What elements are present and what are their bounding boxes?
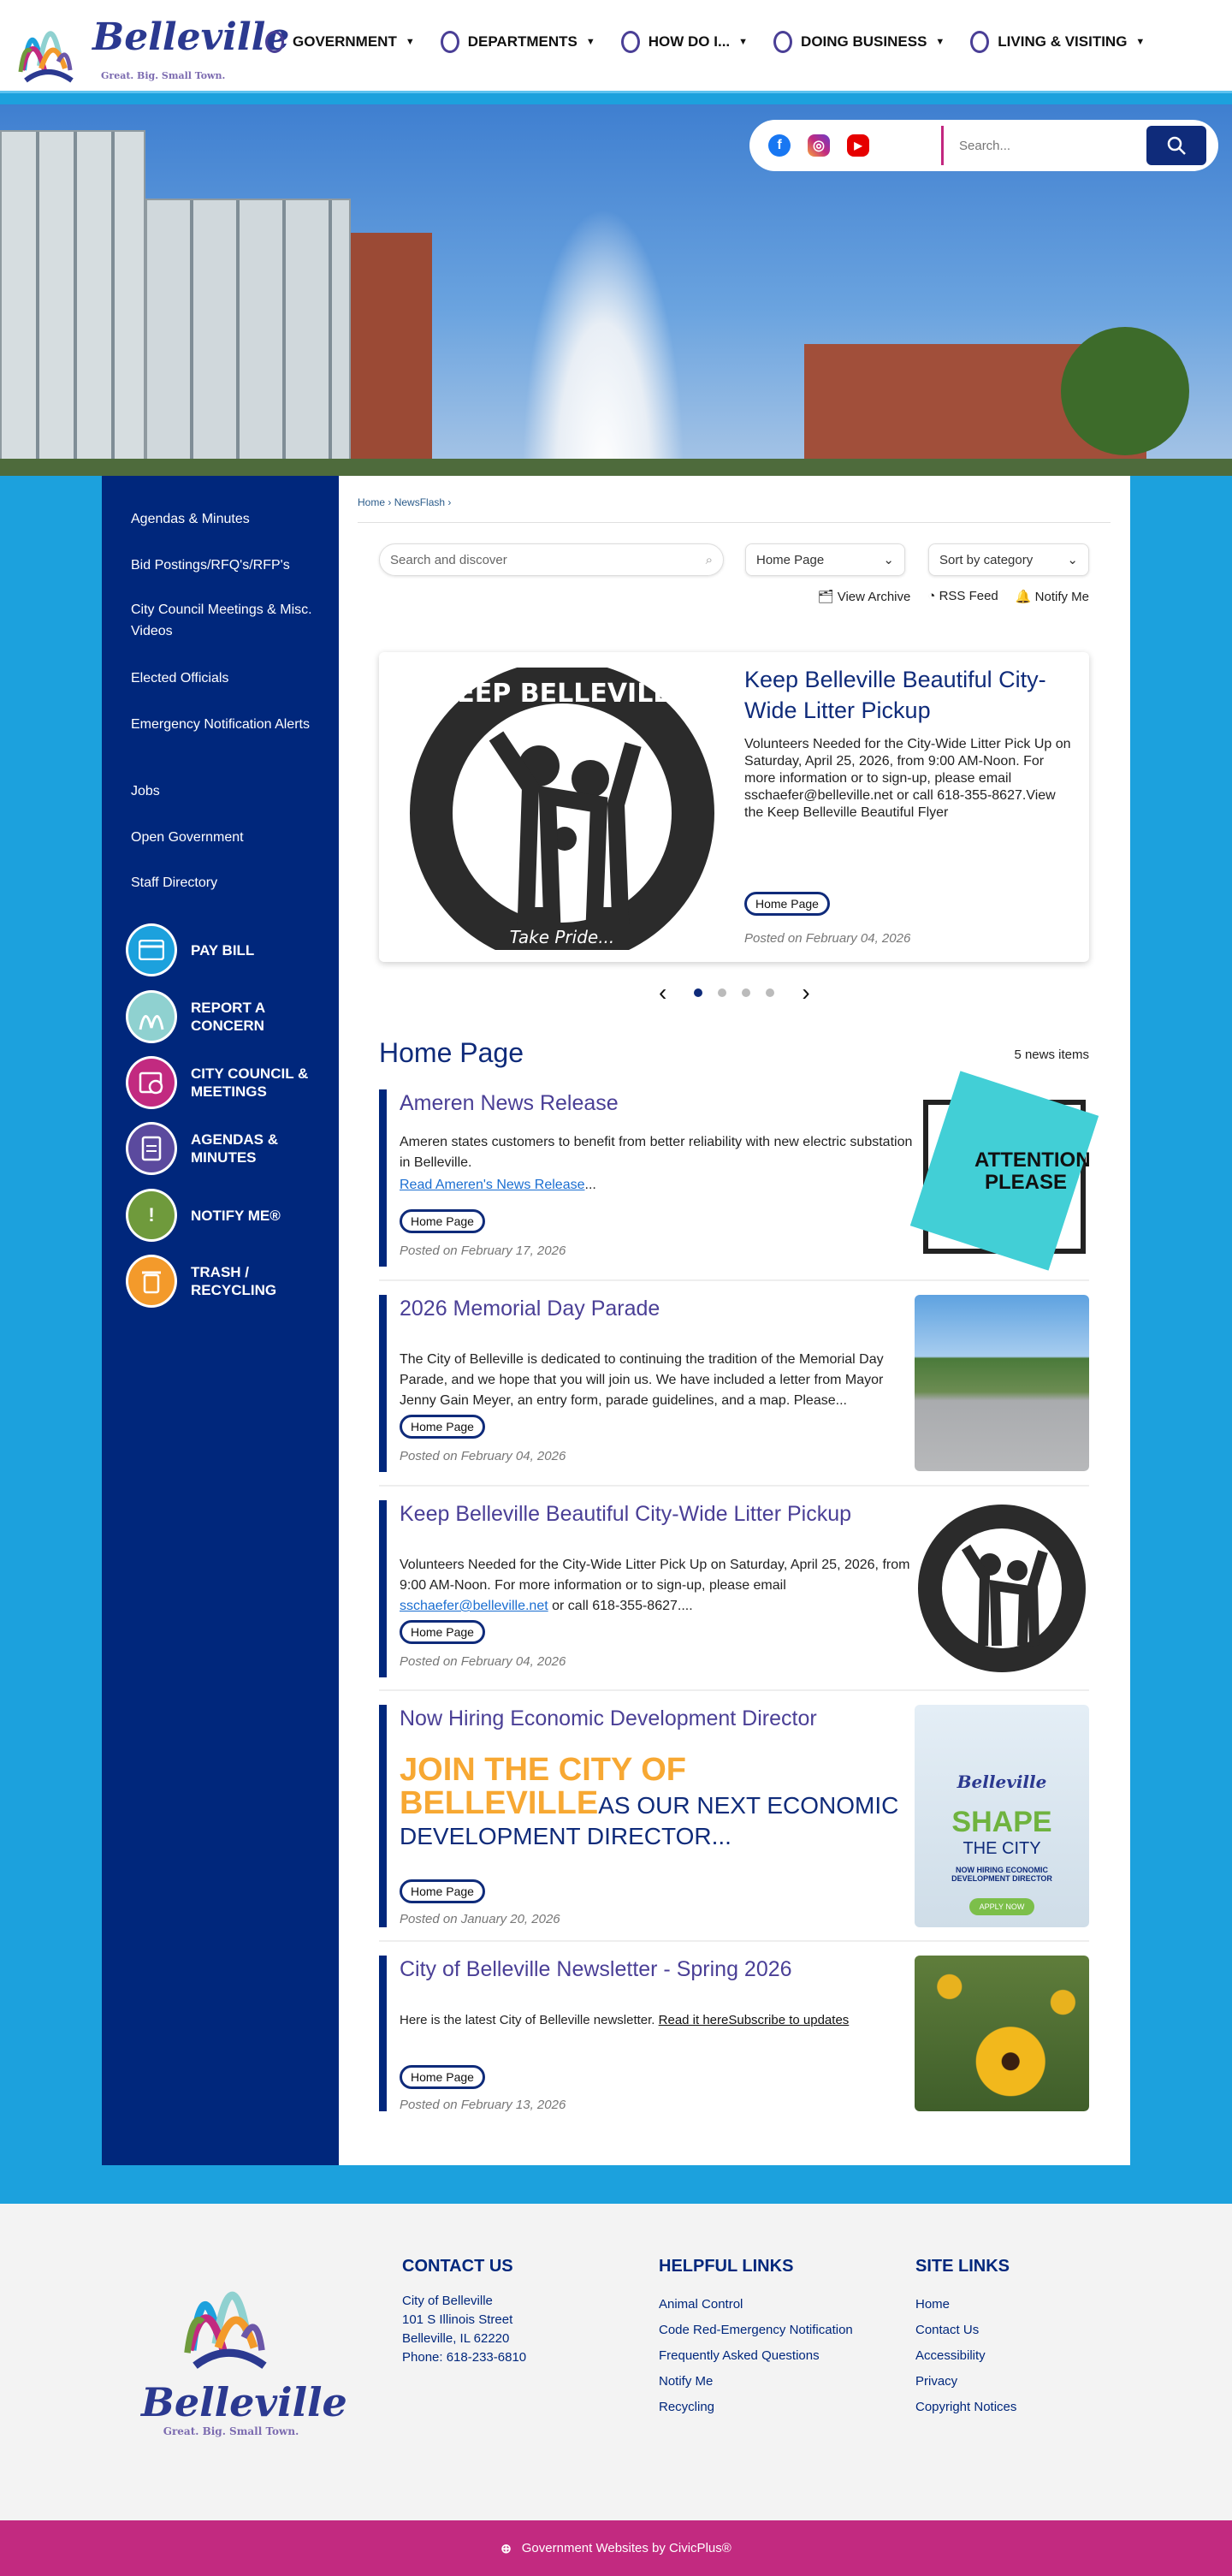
quick-link-label: PAY BILL	[191, 941, 255, 959]
carousel-dot[interactable]	[766, 988, 774, 997]
nav-label: LIVING & VISITING	[998, 33, 1128, 50]
breadcrumb: Home › NewsFlash ›	[358, 496, 452, 508]
item-accent-bar	[379, 1295, 387, 1472]
news-title[interactable]: Now Hiring Economic Development Director	[400, 1706, 817, 1730]
news-title[interactable]: 2026 Memorial Day Parade	[400, 1297, 660, 1321]
nav-label: DEPARTMENTS	[467, 33, 578, 50]
posted-date: Posted on February 13, 2026	[400, 2098, 566, 2112]
sidebar	[102, 476, 339, 2165]
item-accent-bar	[379, 1956, 387, 2111]
building-image	[145, 199, 351, 476]
alert-bubble-icon: !	[126, 1189, 177, 1242]
footer-helpful-links	[659, 2257, 853, 2420]
credit-bar	[0, 2520, 1232, 2576]
image-text: THE CITY	[962, 1839, 1041, 1858]
quick-link-label: TRASH / RECYCLING	[191, 1264, 277, 1298]
join-the-city-headline: JOIN THE CITY OF BELLEVILLE	[400, 1752, 687, 1821]
category-value: Home Page	[756, 552, 825, 567]
news-title[interactable]: City of Belleville Newsletter - Spring 2026	[400, 1957, 792, 1981]
site-search	[941, 126, 1206, 165]
category-tag[interactable]: Home Page	[400, 2065, 485, 2089]
main-content	[339, 476, 1130, 2165]
attention-please-image	[915, 1089, 1089, 1266]
read-more-link[interactable]: Read Ameren's News Release	[400, 1178, 585, 1192]
chevron-left-icon[interactable]: ‹	[659, 979, 667, 1006]
circle-icon	[265, 31, 284, 53]
document-icon	[126, 1122, 177, 1175]
footer-link[interactable]: Accessibility	[915, 2348, 986, 2363]
city-council-meetings-button[interactable]	[126, 1056, 319, 1109]
footer-link[interactable]: Privacy	[915, 2374, 958, 2389]
divider	[379, 1689, 1089, 1691]
quick-link-label: AGENDAS & MINUTES	[191, 1131, 279, 1166]
news-item	[379, 1956, 1089, 2118]
footer-logo-tagline: Great. Big. Small Town.	[163, 2425, 299, 2437]
news-body	[400, 1555, 913, 1617]
report-concern-button[interactable]	[126, 990, 319, 1043]
category-select[interactable]	[745, 543, 905, 576]
sidebar-link-council-videos[interactable]: City Council Meetings & Misc. Videos	[131, 602, 312, 638]
footer-link[interactable]: Code Red-Emergency Notification	[659, 2323, 853, 2337]
image-text: NOW HIRING ECONOMIC DEVELOPMENT DIRECTOR	[951, 1866, 1052, 1883]
featured-body: Volunteers Needed for the City-Wide Litter Pick Up on Saturday, April 25, 2026, from 9:00 AM-Noon. For more information or to sign-up, please email sschaefer@belleville.net or call 618-355-8627.View the Keep Belleville Beautiful Flyer	[744, 737, 1071, 820]
posted-date: Posted on February 04, 2026	[744, 931, 911, 946]
section-title: Home Page	[379, 1037, 524, 1068]
category-tag[interactable]: Home Page	[400, 1209, 485, 1233]
item-accent-bar	[379, 1500, 387, 1677]
facebook-icon[interactable]: f	[768, 134, 791, 157]
posted-date: Posted on February 04, 2026	[400, 1449, 566, 1463]
circle-icon	[441, 31, 459, 53]
circle-icon	[970, 31, 989, 53]
featured-title[interactable]: Keep Belleville Beautiful City-Wide Litter Pickup	[744, 667, 1046, 723]
caret-down-icon: ▼	[585, 37, 595, 47]
divider	[358, 522, 1111, 523]
contact-line: City of Belleville	[402, 2294, 493, 2308]
news-body: The City of Belleville is dedicated to continuing the tradition of the Memorial Day Parade, and we hope that you will join us. We have included a letter from Mayor Jenny Gain Meyer, an entry form, parade guidelines, and a map. Please...	[400, 1352, 884, 1408]
carousel-dot[interactable]	[718, 988, 726, 997]
email-link[interactable]: sschaefer@belleville.net	[400, 1599, 548, 1613]
site-footer	[0, 2204, 1232, 2520]
credit-card-icon	[126, 923, 177, 976]
nav-label: GOVERNMENT	[293, 33, 397, 50]
social-search-bar	[749, 120, 1218, 171]
divider	[379, 1279, 1089, 1281]
nav-government[interactable]	[265, 31, 415, 53]
breadcrumb-home[interactable]: Home	[358, 496, 386, 508]
chevron-down-icon: ⌄	[1067, 553, 1078, 567]
notify-me-link[interactable]	[1016, 589, 1089, 604]
belleville-logo-icon	[180, 2255, 282, 2375]
hero-banner	[0, 104, 1232, 476]
brick-building-image	[351, 233, 432, 476]
tree-image	[1061, 327, 1189, 455]
footer-heading: HELPFUL LINKS	[659, 2257, 794, 2276]
posted-date: Posted on February 17, 2026	[400, 1243, 566, 1258]
trash-can-icon	[126, 1255, 177, 1308]
caret-down-icon: ▼	[1135, 37, 1146, 47]
newsletter-link[interactable]: Read it hereSubscribe to updates	[658, 2013, 850, 2027]
belleville-arches-icon	[126, 990, 177, 1043]
shape-the-city-image	[915, 1705, 1089, 1927]
nav-doing-business[interactable]	[773, 31, 945, 53]
nav-how-do-i[interactable]	[621, 31, 748, 53]
sidebar-link-jobs[interactable]: Jobs	[131, 784, 160, 798]
search-button[interactable]	[1146, 126, 1206, 165]
sidebar-link-bid-postings[interactable]: Bid Postings/RFQ's/RFP's	[131, 558, 290, 573]
building-image	[0, 130, 145, 476]
circle-icon	[773, 31, 792, 53]
contact-line: 101 S Illinois Street	[402, 2312, 513, 2327]
news-body	[400, 2010, 913, 2031]
rss-label: RSS Feed	[939, 589, 998, 603]
main-nav	[265, 31, 1145, 53]
footer-link[interactable]: Copyright Notices	[915, 2400, 1017, 2414]
attention-please-text: ATTENTION PLEASE	[974, 1149, 1091, 1194]
nav-label: DOING BUSINESS	[801, 33, 927, 50]
logo-text[interactable]: Belleville	[92, 15, 290, 59]
category-tag[interactable]: Home Page	[400, 1879, 485, 1903]
news-search-input[interactable]: Search and discover	[390, 552, 507, 567]
divider	[379, 1485, 1089, 1487]
carousel-controls	[647, 979, 822, 1006]
news-item	[379, 1500, 1089, 1689]
footer-link[interactable]: Contact Us	[915, 2323, 980, 2337]
youtube-icon[interactable]: ▶	[847, 134, 869, 157]
image-text: SHAPE	[951, 1806, 1052, 1838]
footer-logo-text: Belleville	[141, 2379, 347, 2425]
news-title[interactable]: Ameren News Release	[400, 1091, 619, 1115]
news-title[interactable]: Keep Belleville Beautiful City-Wide Litter Pickup	[400, 1502, 852, 1526]
featured-news-card[interactable]	[379, 652, 1089, 962]
category-tag[interactable]: Home Page	[400, 1415, 485, 1439]
category-tag[interactable]: Home Page	[400, 1620, 485, 1644]
quick-link-label: NOTIFY ME®	[191, 1207, 281, 1224]
news-body-text: Here is the latest City of Belleville newsletter.	[400, 2013, 659, 2027]
breadcrumb-newsflash[interactable]: NewsFlash	[394, 496, 446, 508]
view-archive-link[interactable]	[818, 589, 911, 604]
bell-icon: 🔔	[1015, 590, 1032, 604]
keep-belleville-beautiful-logo-image	[915, 1500, 1089, 1677]
footer-link[interactable]: Frequently Asked Questions	[659, 2348, 820, 2363]
memorial-day-parade-photo	[915, 1295, 1089, 1471]
agendas-minutes-button[interactable]	[126, 1122, 319, 1175]
quick-link-label: REPORT A CONCERN	[191, 1000, 265, 1034]
keep-belleville-beautiful-logo-image	[402, 668, 723, 950]
black-eyed-susan-photo	[915, 1956, 1089, 2111]
footer-heading: SITE LINKS	[915, 2257, 1010, 2276]
belleville-logo-icon: Belleville	[957, 1772, 1047, 1792]
contact-line: Belleville, IL 62220	[402, 2331, 510, 2346]
site-search-input[interactable]	[944, 139, 1146, 153]
divider	[379, 1940, 1089, 1942]
belleville-logo-icon[interactable]	[15, 10, 84, 83]
news-count: 5 news items	[1014, 1048, 1089, 1062]
footer-heading: CONTACT US	[402, 2257, 513, 2276]
carousel-dot[interactable]	[742, 988, 750, 997]
carousel-dot[interactable]	[694, 988, 702, 997]
news-item	[379, 1705, 1089, 1927]
image-text: APPLY NOW	[969, 1898, 1035, 1915]
chevron-right-icon[interactable]: ›	[802, 979, 810, 1006]
news-body-text: or call 618-355-8627....	[548, 1599, 693, 1613]
footer-contact	[402, 2257, 526, 2367]
calendar-clock-icon	[126, 1056, 177, 1109]
logo-tagline: Great. Big. Small Town.	[101, 70, 226, 81]
header-divider	[0, 91, 1232, 104]
civicplus-credit-link[interactable]: Government Websites by CivicPlus®	[521, 2541, 732, 2555]
news-search-field[interactable]	[379, 543, 724, 576]
trash-recycling-button[interactable]	[126, 1255, 319, 1308]
site-header	[0, 0, 1232, 91]
notify-me-button[interactable]	[126, 1189, 319, 1242]
sort-select[interactable]	[928, 543, 1089, 576]
sidebar-link-open-government[interactable]: Open Government	[131, 830, 244, 845]
item-accent-bar	[379, 1089, 387, 1267]
news-actions	[818, 589, 1089, 604]
search-icon: ⌕	[705, 552, 713, 567]
posted-date: Posted on January 20, 2026	[400, 1912, 560, 1926]
category-tag[interactable]: Home Page	[744, 892, 830, 916]
search-icon	[1166, 135, 1187, 156]
footer-link[interactable]: Notify Me	[659, 2374, 714, 2389]
ground-image	[0, 459, 1232, 476]
sort-value: Sort by category	[939, 552, 1034, 567]
sidebar-link-elected-officials[interactable]: Elected Officials	[131, 671, 229, 686]
sidebar-link-staff-directory[interactable]: Staff Directory	[131, 875, 218, 890]
news-item	[379, 1295, 1089, 1483]
footer-link[interactable]: Recycling	[659, 2400, 715, 2414]
rss-icon: ◔	[927, 589, 936, 603]
item-accent-bar	[379, 1705, 387, 1927]
instagram-icon[interactable]: ◎	[808, 134, 830, 157]
news-body: Ameren states customers to benefit from better reliability with new electric substation in Belleville.	[400, 1135, 913, 1170]
sidebar-link-agendas[interactable]: Agendas & Minutes	[131, 512, 250, 526]
caret-down-icon: ▼	[738, 37, 749, 47]
footer-logo[interactable]	[141, 2255, 347, 2437]
posted-date: Posted on February 04, 2026	[400, 1654, 566, 1669]
pay-bill-button[interactable]	[126, 923, 319, 976]
footer-link[interactable]: Home	[915, 2297, 951, 2312]
caret-down-icon: ▼	[935, 37, 945, 47]
nav-departments[interactable]	[441, 31, 595, 53]
footer-link[interactable]: Animal Control	[659, 2297, 743, 2312]
rss-feed-link[interactable]	[927, 589, 998, 604]
fountain-image	[522, 207, 684, 476]
chevron-down-icon: ⌄	[883, 553, 894, 567]
news-body-text: Volunteers Needed for the City-Wide Litter Pick Up on Saturday, April 25, 2026, from 9:00 AM-Noon. For more information or to sign-up, please email	[400, 1558, 910, 1593]
sidebar-link-emergency-alerts[interactable]: Emergency Notification Alerts	[131, 717, 310, 732]
quick-link-label: CITY COUNCIL & MEETINGS	[191, 1065, 309, 1100]
contact-phone[interactable]: Phone: 618-233-6810	[402, 2350, 527, 2365]
civicplus-icon: ⊕	[500, 2541, 512, 2556]
news-body-text: AS OUR NEXT ECONOMIC DEVELOPMENT DIRECTOR...	[400, 1792, 899, 1849]
view-archive-label: View Archive	[837, 590, 911, 604]
archive-icon: 🗂	[817, 590, 834, 604]
caret-down-icon: ▼	[405, 37, 415, 47]
footer-site-links	[915, 2257, 1016, 2420]
notify-label: Notify Me	[1034, 590, 1089, 604]
circle-icon	[621, 31, 640, 53]
news-item: Ameren News Release Ameren states customers to benefit from better reliability with new electric substation in Belleville. Read Ameren's News Release... Home Page Posted on February 17, 2026 ATTENTION PLEASE	[379, 1089, 1089, 1278]
nav-living-visiting[interactable]	[970, 31, 1145, 53]
svg-text:KEEP BELLEVILLE: KEEP BELLEVILLE	[437, 679, 687, 709]
nav-label: HOW DO I...	[648, 33, 731, 50]
svg-text:Take Pride...: Take Pride...	[509, 927, 615, 947]
